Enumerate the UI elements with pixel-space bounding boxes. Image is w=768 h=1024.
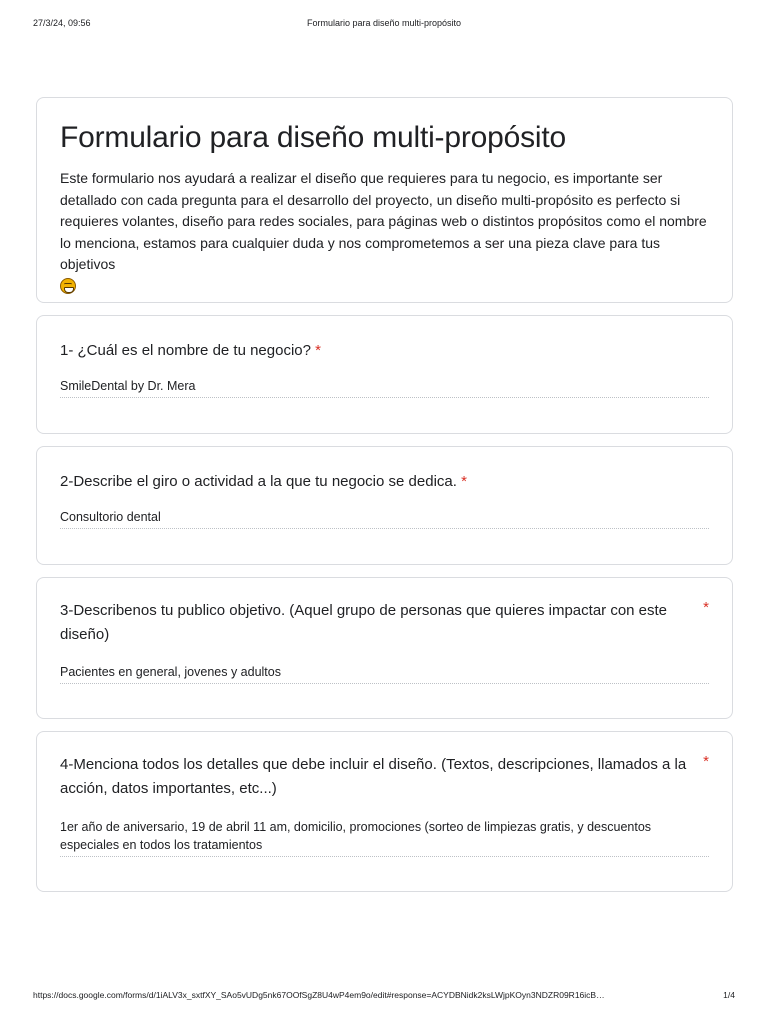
question-text-1: 1- ¿Cuál es el nombre de tu negocio? (60, 342, 311, 359)
grinning-face-icon (60, 278, 76, 294)
question-card-4 (36, 731, 733, 892)
question-text-2: 2-Describe el giro o actividad a la que tu negocio se dedica. (60, 473, 457, 490)
answer-1: SmileDental by Dr. Mera (60, 377, 709, 398)
question-text-4: 4-Menciona todos los detalles que debe incluir el diseño. (Textos, descripciones, llamados a la acción, datos importantes, etc...) (60, 756, 687, 797)
question-text-3: 3-Describenos tu publico objetivo. (Aquel grupo de personas que quieres impactar con este diseño) (60, 602, 668, 643)
print-header (33, 18, 735, 32)
page-number: 1/4 (723, 990, 735, 1000)
answer-3: Pacientes en general, jovenes y adultos (60, 663, 709, 684)
print-title: Formulario para diseño multi-propósito (306, 18, 462, 28)
print-footer (33, 990, 735, 1002)
question-card-3 (36, 577, 733, 719)
required-asterisk-2: * (461, 473, 467, 490)
answer-4: 1er año de aniversario, 19 de abril 11 am, domicilio, promociones (sorteo de limpiezas gratis, y descuentos especiales en todos los tratamientos (60, 818, 709, 857)
page-url: https://docs.google.com/forms/d/1iALV3x_sxtfXY_SAo5vUDg5nk67OOfSgZ8U4wP4em9o/edit#response=ACYDBNidk2ksLWjpKOyn3NDZR09R16icB… (33, 990, 605, 1000)
form-description (60, 168, 709, 297)
form-header-card (36, 97, 733, 303)
answer-2: Consultorio dental (60, 508, 709, 529)
required-asterisk-3: * (703, 599, 709, 616)
question-card-1 (36, 315, 733, 434)
form-description-text: Este formulario nos ayudará a realizar el diseño que requieres para tu negocio, es importante ser detallado con cada pregunta para el desarrollo del proyecto, un diseño multi-propósito es perfecto si requieres volantes, diseño para redes sociales, para páginas web o distintos propósitos como el nombre lo menciona, estamos para cualquier duda y nos comprometemos a ser una pieza clave para tus objetivos (60, 170, 707, 272)
question-title-2 (60, 470, 692, 494)
question-card-2 (36, 446, 733, 565)
form-title: Formulario para diseño multi-propósito (60, 121, 566, 154)
print-date: 27/3/24, 09:56 (33, 18, 91, 28)
question-title-1 (60, 339, 692, 363)
required-asterisk-4: * (703, 753, 709, 770)
required-asterisk-1: * (315, 342, 321, 359)
